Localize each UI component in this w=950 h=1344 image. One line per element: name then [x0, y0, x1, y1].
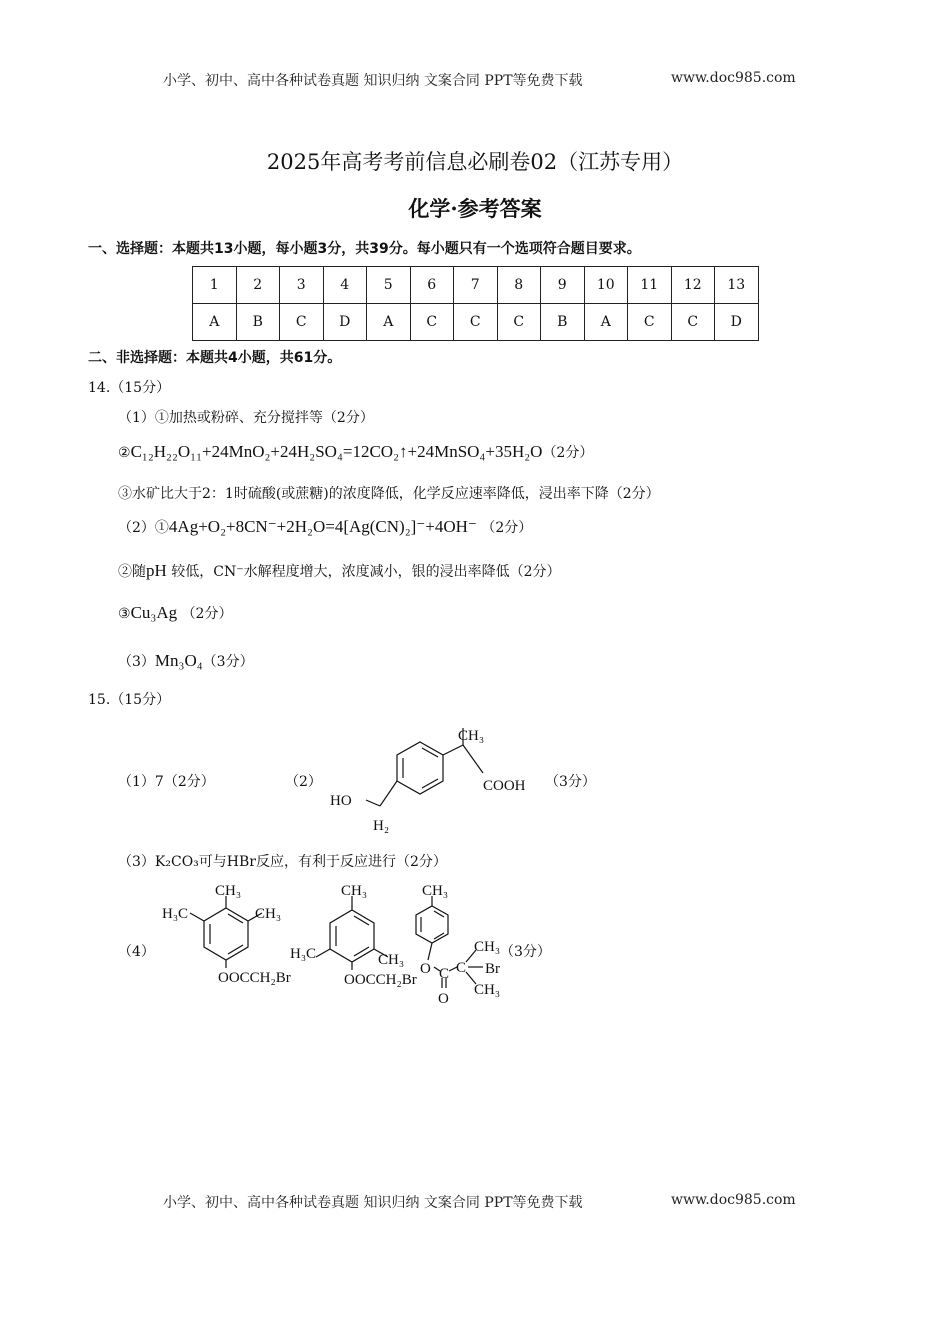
- question-number-cell: 3: [280, 267, 324, 304]
- section-1-heading: 一、选择题：本题共13小题，每小题3分，共39分。每小题只有一个选项符合题目要求。: [88, 241, 641, 257]
- q14-heading: 14.（15分）: [88, 380, 171, 396]
- answer-cell: C: [628, 304, 672, 341]
- label-o: O: [438, 991, 449, 1007]
- page-subtitle: 化学·参考答案: [408, 196, 542, 221]
- answer-cell: C: [671, 304, 715, 341]
- question-number-cell: 4: [323, 267, 367, 304]
- label-ho: HO: [330, 793, 352, 809]
- q14-1-3: ③水矿比大于2：1时硫酸(或蔗糖)的浓度降低，化学反应速率降低，浸出率下降（2分）: [118, 486, 660, 502]
- question-number-cell: 5: [367, 267, 411, 304]
- formula: Mn₃O₄: [154, 651, 203, 670]
- item-mark: （3）: [118, 654, 155, 670]
- label-cooh: COOH: [483, 778, 526, 794]
- answer-cell: D: [715, 304, 759, 341]
- section-2-heading: 二、非选择题：本题共4小题，共61分。: [88, 350, 342, 366]
- header-text: 小学、初中、高中各种试卷真题 知识归纳 文案合同 PPT等免费下载: [163, 73, 583, 89]
- q15-heading: 15.（15分）: [88, 692, 171, 708]
- text: 较低，: [171, 564, 214, 580]
- label-ch3: CH₃: [341, 883, 368, 899]
- item-mark: （2）①: [118, 520, 169, 536]
- score: （3分）: [202, 654, 254, 670]
- label-ch3: CH₃: [458, 728, 485, 744]
- question-number-cell: 12: [671, 267, 715, 304]
- q14-1-1: （1）①加热或粉碎、充分搅拌等（2分）: [118, 410, 374, 426]
- label-ch3: CH₃: [474, 939, 501, 955]
- label-ch3: CH₃: [474, 982, 501, 998]
- ph-symbol: pH: [146, 561, 167, 580]
- answer-cell: C: [497, 304, 541, 341]
- answer-cell: B: [541, 304, 585, 341]
- question-number-cell: 13: [715, 267, 759, 304]
- answer-cell: C: [280, 304, 324, 341]
- answer-cell: B: [236, 304, 280, 341]
- q15-1: （1）7（2分）: [118, 774, 215, 790]
- label-ch3: CH₃: [255, 906, 282, 922]
- footer-site-link[interactable]: www.doc985.com: [671, 1192, 796, 1208]
- question-number-cell: 2: [236, 267, 280, 304]
- formula: Cu₃Ag: [130, 603, 178, 622]
- q15-3: （3）K₂CO₃可与HBr反应，有利于反应进行（2分）: [118, 854, 447, 870]
- label-h3c: H₃C: [290, 946, 317, 962]
- equation: C₁₂H₂₂O₁₁+24MnO₂+24H₂SO₄=12CO₂↑+24MnSO₄+35H₂O: [130, 442, 543, 461]
- footer-text: 小学、初中、高中各种试卷真题 知识归纳 文案合同 PPT等免费下载: [163, 1195, 583, 1211]
- q15-2-score: （3分）: [545, 774, 596, 790]
- answer-cell: A: [193, 304, 237, 341]
- structure-q15-2: [330, 728, 526, 834]
- label-ch3: CH₃: [215, 883, 242, 899]
- item-mark: ②: [118, 445, 131, 461]
- label-ester: OOCCH₂Br: [218, 970, 291, 986]
- label-c: C: [456, 960, 467, 976]
- question-number-cell: 6: [410, 267, 454, 304]
- q15-4-mark: （4）: [118, 944, 155, 960]
- label-br: Br: [485, 961, 500, 977]
- label-ch3: CH₃: [422, 883, 449, 899]
- page-title: 2025年高考考前信息必刷卷02（江苏专用）: [266, 150, 684, 174]
- label-ester: OOCCH₂Br: [344, 972, 417, 988]
- cn-ion: CN⁻: [213, 564, 244, 580]
- label-c: C: [439, 966, 450, 982]
- question-number-cell: 1: [193, 267, 237, 304]
- label-h2: H₂: [373, 818, 390, 834]
- label-ch3: CH₃: [378, 952, 405, 968]
- equation: 4Ag+O₂+8CN⁻+2H₂O=4[Ag(CN)₂]⁻+4OH⁻: [168, 517, 477, 536]
- text: 水解程度增大，浓度减小，银的浸出率降低（2分）: [243, 564, 561, 580]
- question-number-cell: 10: [584, 267, 628, 304]
- score: （2分）: [181, 606, 233, 622]
- answer-cell: C: [410, 304, 454, 341]
- answer-cell: D: [323, 304, 367, 341]
- question-number-cell: 9: [541, 267, 585, 304]
- structure-q15-4-a: [162, 883, 291, 986]
- score: （2分）: [542, 445, 594, 461]
- answer-cell: C: [454, 304, 498, 341]
- question-number-cell: 7: [454, 267, 498, 304]
- label-o: O: [420, 961, 431, 977]
- answer-cell: A: [584, 304, 628, 341]
- answer-cell: A: [367, 304, 411, 341]
- question-number-cell: 8: [497, 267, 541, 304]
- q15-4-score: （3分）: [500, 944, 551, 960]
- item-mark: ③: [118, 606, 131, 622]
- header-site-link[interactable]: www.doc985.com: [671, 70, 796, 86]
- question-number-cell: 11: [628, 267, 672, 304]
- structure-q15-4-c: [416, 883, 500, 1007]
- structure-q15-4-b: [290, 883, 417, 988]
- label-h3c: H₃C: [162, 906, 189, 922]
- score: （2分）: [481, 520, 533, 536]
- text: ②随: [118, 564, 146, 580]
- q15-2-mark: （2）: [285, 774, 322, 790]
